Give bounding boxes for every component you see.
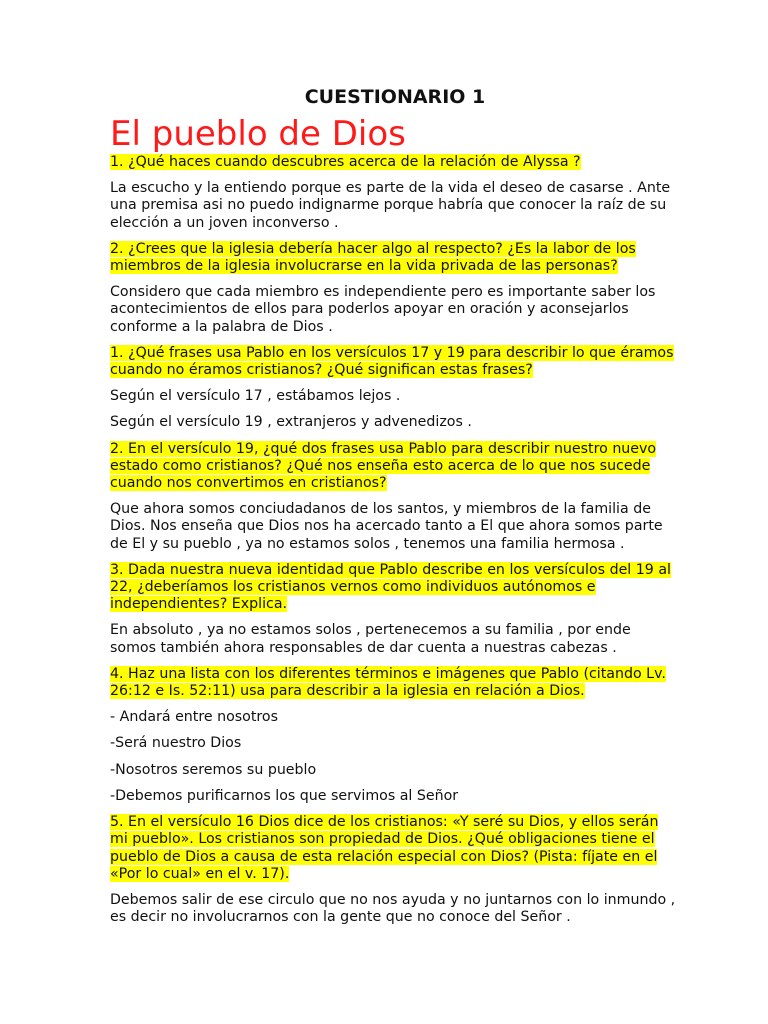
answer-3b: Según el versículo 19 , extranjeros y advenedizos . xyxy=(110,414,472,431)
list-item: -Debemos purificarnos los que servimos al Señor xyxy=(110,787,459,804)
list-item: -Será nuestro Dios xyxy=(110,735,242,752)
document-page xyxy=(110,84,680,935)
question-6 xyxy=(110,666,680,700)
answer-2: Considero que cada miembro es independiente pero es importante saber los acontecimientos de ellos para poderlos apoyar en oración y aconsejarlos conforme a la palabra de Dios . xyxy=(110,284,656,335)
question-2 xyxy=(110,241,680,275)
list-item: -Nosotros seremos su pueblo xyxy=(110,761,317,778)
answer-3a: Según el versículo 17 , estábamos lejos . xyxy=(110,388,401,405)
document-title: CUESTIONARIO 1 xyxy=(304,86,486,108)
question-text: 2. En el versículo 19, ¿qué dos frases usa Pablo para describir nuestro nuevo estado como cristianos? ¿Qué nos enseña esto acerca de lo que nos sucede cuando nos convertimos en cristianos? xyxy=(110,440,657,492)
question-text: 2. ¿Crees que la iglesia debería hacer algo al respecto? ¿Es la labor de los miembros de la iglesia involucrarse en la vida privada de las personas? xyxy=(110,240,636,275)
question-text: 1. ¿Qué frases usa Pablo en los versículos 17 y 19 para describir lo que éramos cuando no éramos cristianos? ¿Qué significan estas frases? xyxy=(110,344,674,379)
question-4 xyxy=(110,441,680,493)
answer-5: En absoluto , ya no estamos solos , pertenecemos a su familia , por ende somos también ahora responsables de dar cuenta a nuestras cabezas . xyxy=(110,622,631,656)
answer-1: La escucho y la entiendo porque es parte de la vida el deseo de casarse . Ante una premisa asi no puedo indignarme porque habría que conocer la raíz de su elección a un joven inconverso . xyxy=(110,180,671,231)
answer-4: Que ahora somos conciudadanos de los santos, y miembros de la familia de Dios. Nos enseña que Dios nos ha acercado tanto a El que ahora somos parte de El y su pueblo , ya no estamos solos , tenemos una familia hermosa . xyxy=(110,501,663,552)
question-1 xyxy=(110,154,680,171)
question-text: 4. Haz una lista con los diferentes términos e imágenes que Pablo (citando Lv. 26:12 e Is. 52:11) usa para describir a la iglesia en relación a Dios. xyxy=(110,665,666,700)
list-item: - Andará entre nosotros xyxy=(110,709,279,726)
question-text: 1. ¿Qué haces cuando descubres acerca de la relación de Alyssa ? xyxy=(110,154,581,170)
question-7 xyxy=(110,814,680,883)
question-5 xyxy=(110,562,680,614)
question-3 xyxy=(110,345,680,379)
document-heading: El pueblo de Dios xyxy=(110,114,406,154)
question-text: 3. Dada nuestra nueva identidad que Pablo describe en los versículos del 19 al 22, ¿deberíamos los cristianos vernos como individuos autónomos e independientes? Explica. xyxy=(110,561,671,613)
question-text: 5. En el versículo 16 Dios dice de los cristianos: «Y seré su Dios, y ellos serán mi pueblo». Los cristianos son propiedad de Dios. ¿Qué obligaciones tiene el pueblo de Dios a causa de esta relación especial con Dios? (Pista: fíjate en el «Por lo cual» en el v. 17). xyxy=(110,814,659,882)
answer-7: Debemos salir de ese circulo que no nos ayuda y no juntarnos con lo inmundo , es decir no involucrarnos con la gente que no conoce del Señor . xyxy=(110,891,676,926)
